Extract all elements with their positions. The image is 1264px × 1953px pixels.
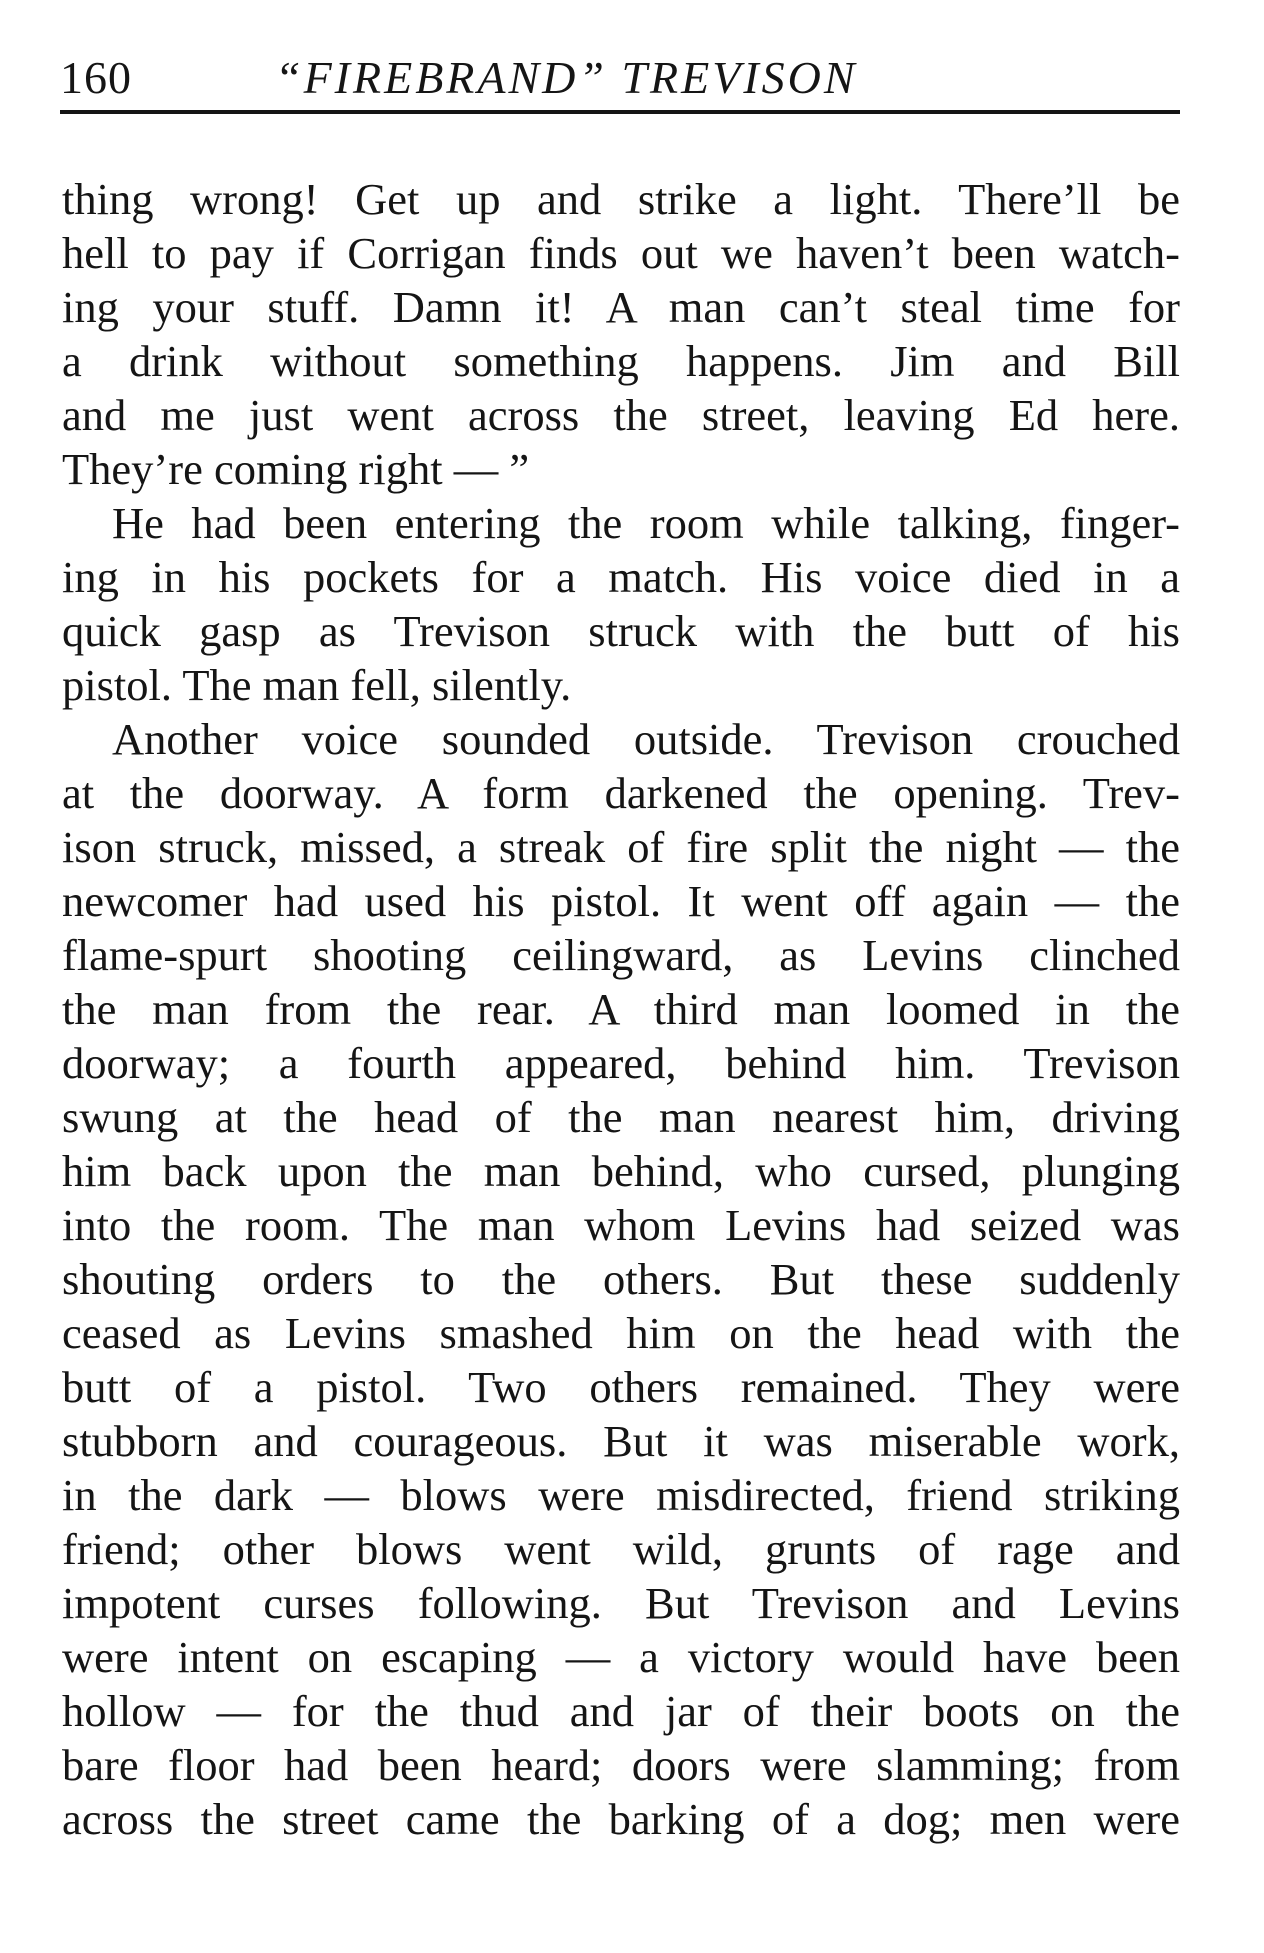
text-line: into the room. The man whom Levins had seized was (62, 1200, 1180, 1250)
text-line: stubborn and courageous. But it was miserable work, (62, 1416, 1180, 1466)
text-line: hell to pay if Corrigan finds out we haven’t been watch- (62, 228, 1180, 278)
text-line: hollow — for the thud and jar of their boots on the (62, 1686, 1180, 1736)
text-line: impotent curses following. But Trevison and Levins (62, 1578, 1180, 1628)
text-line: swung at the head of the man nearest him, driving (62, 1092, 1180, 1142)
text-line: butt of a pistol. Two others remained. They were (62, 1362, 1180, 1412)
text-line: ing your stuff. Damn it! A man can’t steal time for (62, 282, 1180, 332)
text-line: doorway; a fourth appeared, behind him. Trevison (62, 1038, 1180, 1088)
running-title: “FIREBRAND” TREVISON (275, 52, 858, 103)
text-line: at the doorway. A form darkened the opening. Trev- (62, 768, 1180, 818)
body-text (62, 172, 1180, 1846)
text-line: ceased as Levins smashed him on the head with the (62, 1308, 1180, 1358)
text-line: ison struck, missed, a streak of fire split the night — the (62, 822, 1180, 872)
text-line: ing in his pockets for a match. His voice died in a (62, 552, 1180, 602)
text-line: across the street came the barking of a dog; men were (62, 1794, 1180, 1844)
page-header (60, 48, 1180, 108)
text-line: pistol. The man fell, silently. (62, 660, 572, 710)
text-line: in the dark — blows were misdirected, friend striking (62, 1470, 1180, 1520)
text-line: him back upon the man behind, who cursed, plunging (62, 1146, 1180, 1196)
page-number: 160 (60, 52, 132, 103)
header-rule (60, 110, 1180, 114)
text-line: They’re coming right — ” (62, 444, 530, 494)
text-line: newcomer had used his pistol. It went off again — the (62, 876, 1180, 926)
text-line: flame-spurt shooting ceilingward, as Levins clinched (62, 930, 1180, 980)
text-line: a drink without something happens. Jim and Bill (62, 336, 1180, 386)
text-line: He had been entering the room while talking, finger- (112, 498, 1180, 548)
text-line: shouting orders to the others. But these suddenly (62, 1254, 1180, 1304)
text-line: friend; other blows went wild, grunts of rage and (62, 1524, 1180, 1574)
text-line: bare floor had been heard; doors were slamming; from (62, 1740, 1180, 1790)
text-line: and me just went across the street, leaving Ed here. (62, 390, 1180, 440)
text-line: quick gasp as Trevison struck with the butt of his (62, 606, 1180, 656)
text-line: were intent on escaping — a victory would have been (62, 1632, 1180, 1682)
text-line: thing wrong! Get up and strike a light. There’ll be (62, 174, 1180, 224)
text-line: Another voice sounded outside. Trevison crouched (112, 714, 1180, 764)
text-line: the man from the rear. A third man loomed in the (62, 984, 1180, 1034)
